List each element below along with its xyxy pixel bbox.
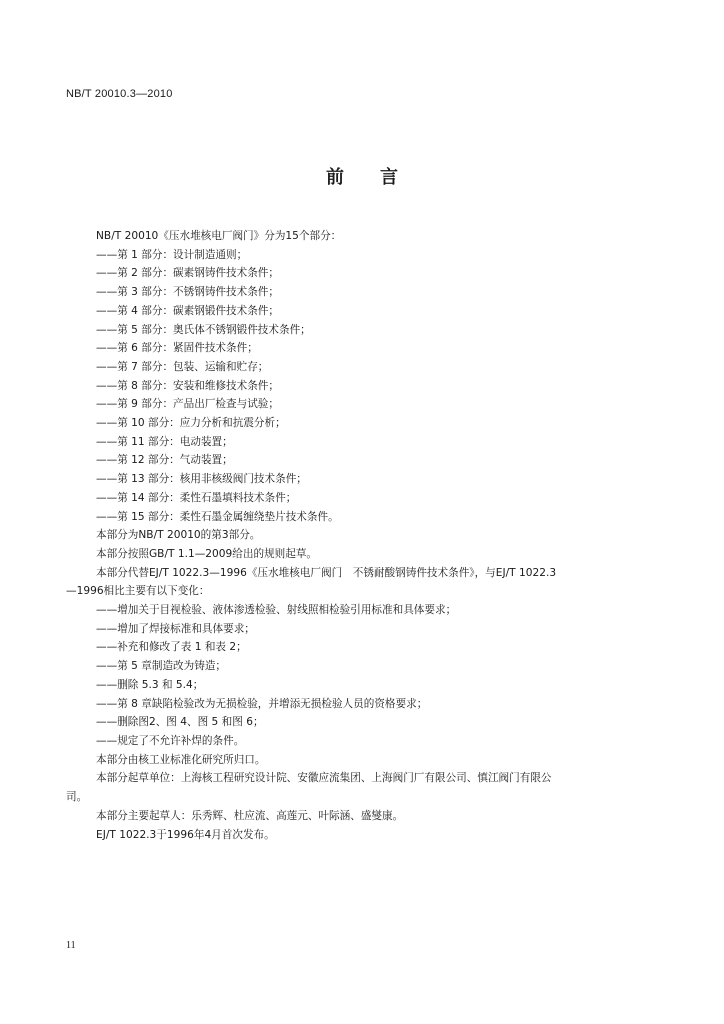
list-item: ——规定了不允许补焊的条件。: [96, 734, 245, 747]
list-item: ——第 11 部分：电动装置；: [96, 435, 233, 448]
list-item: ——第 15 部分：柔性石墨金属缠绕垫片技术条件。: [96, 510, 339, 523]
page-title: 前 言: [326, 167, 398, 188]
list-item: ——增加关于目视检验、液体渗透检验、射线照相检验引用标准和具体要求；: [96, 604, 457, 617]
list-item: ——第 7 部分：包装、运输和贮存；: [96, 360, 269, 373]
rules-paragraph: 本部分按照GB/T 1.1—2009给出的规则起草。: [96, 547, 318, 560]
list-item: ——第 10 部分：应力分析和抗震分析；: [96, 417, 286, 430]
list-item: ——第 14 部分：柔性石墨填料技术条件；: [96, 491, 297, 504]
list-item: ——第 2 部分：碳素钢铸件技术条件；: [96, 267, 279, 280]
list-item: ——删除 5.3 和 5.4；: [96, 678, 204, 691]
drafters-paragraph: 本部分主要起草人：乐秀辉、杜应流、高莲元、叶际涵、盛燮康。: [96, 809, 404, 822]
list-item: ——增加了焊接标准和具体要求；: [96, 622, 255, 635]
changes-list: [96, 601, 644, 751]
list-item: ——第 1 部分：设计制造通则；: [96, 248, 248, 261]
drafting-units-line2: 司。: [66, 791, 88, 804]
list-item: ——第 8 部分：安装和维修技术条件；: [96, 379, 279, 392]
list-item: ——补充和修改了表 1 和表 2；: [96, 641, 247, 654]
list-item: ——第 8 章缺陷检验改为无损检验，并增添无损检验人员的资格要求；: [96, 697, 428, 710]
drafting-units-line1: 本部分起草单位：上海核工程研究设计院、安徽应流集团、上海阀门厂有限公司、慎江阀门有限公: [96, 772, 552, 785]
list-item: ——第 12 部分：气动装置；: [96, 454, 233, 467]
list-item: ——删除图2、图 4、图 5 和图 6；: [96, 716, 264, 729]
history-paragraph: EJ/T 1022.3于1996年4月首次发布。: [96, 828, 275, 841]
part-of-paragraph: 本部分为NB/T 20010的第3部分。: [96, 529, 261, 542]
page-number: 11: [66, 940, 76, 951]
list-item: ——第 3 部分：不锈钢铸件技术条件；: [96, 286, 279, 299]
foreword-body: [66, 227, 644, 844]
responsible-paragraph: 本部分由核工业标准化研究所归口。: [96, 753, 266, 766]
list-item: ——第 13 部分：核用非核级阀门技术条件；: [96, 473, 307, 486]
list-item: ——第 5 部分：奥氏体不锈钢锻件技术条件；: [96, 323, 311, 336]
parts-list: [96, 246, 644, 527]
list-item: ——第 9 部分：产品出厂检查与试验；: [96, 398, 279, 411]
list-item: ——第 6 部分：紧固件技术条件；: [96, 342, 258, 355]
replaces-paragraph-line1: 本部分代替EJ/T 1022.3—1996《压水堆核电厂阀门 不锈耐酸钢铸件技术条件》，与EJ/T 1022.3: [96, 566, 557, 579]
document-code-header: NB/T 20010.3—2010: [66, 88, 173, 100]
list-item: ——第 4 部分：碳素钢锻件技术条件；: [96, 304, 279, 317]
list-item: ——第 5 章制造改为铸造；: [96, 660, 227, 673]
replaces-paragraph-line2: —1996相比主要有以下变化：: [66, 585, 210, 598]
intro-paragraph: NB/T 20010《压水堆核电厂阀门》分为15个部分：: [96, 230, 342, 242]
